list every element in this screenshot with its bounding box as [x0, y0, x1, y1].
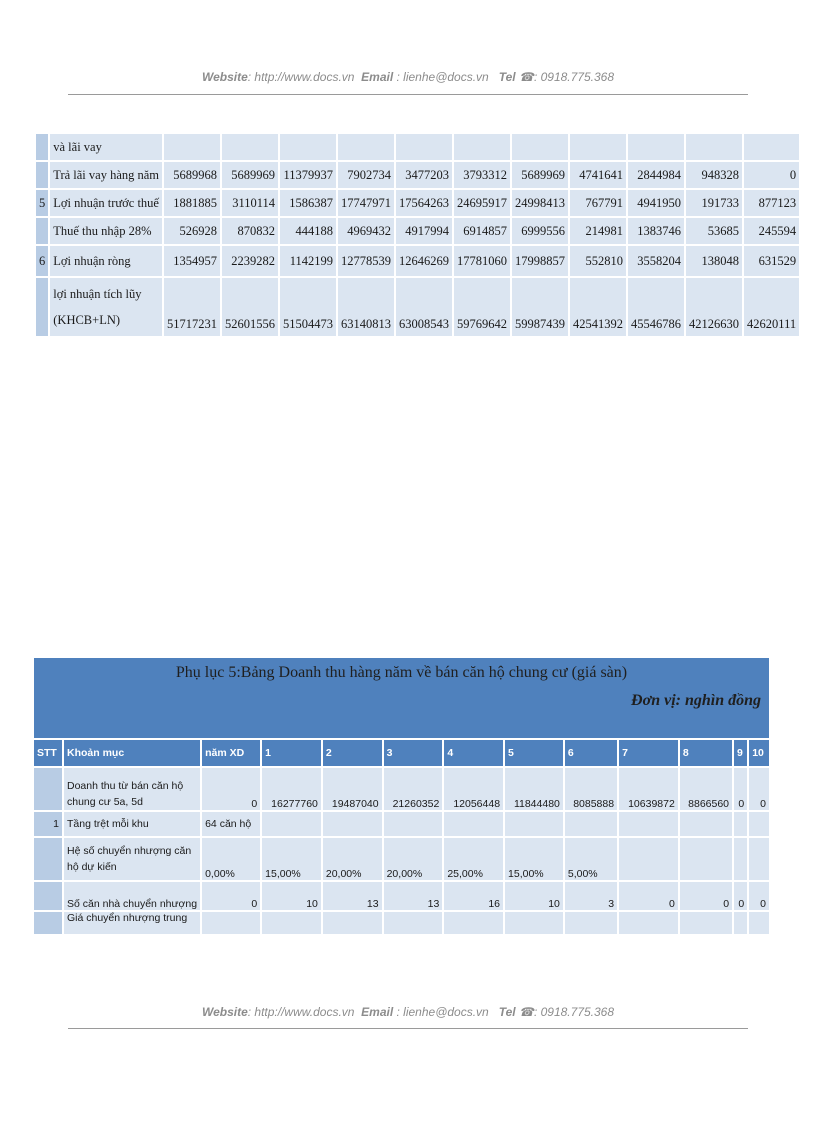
- footer-divider: [68, 1028, 748, 1029]
- value-cell: 0: [680, 882, 732, 910]
- value-cell: [619, 912, 678, 934]
- value-cell: [734, 838, 747, 880]
- column-header: 7: [619, 740, 678, 766]
- row-label: Tầng trệt mỗi khu: [64, 812, 200, 836]
- value-cell: 1586387: [280, 190, 336, 216]
- value-cell: 17998857: [512, 246, 568, 276]
- table-row: [36, 190, 799, 216]
- stt-cell: [34, 838, 62, 880]
- stt-cell: 6: [36, 246, 48, 276]
- value-cell: 3477203: [396, 162, 452, 188]
- tel-number: ☎: 0918.775.368: [519, 1005, 615, 1019]
- value-cell: [323, 912, 382, 934]
- value-cell: [396, 134, 452, 160]
- row-label: và lãi vay: [50, 134, 162, 160]
- stt-cell: [36, 218, 48, 244]
- profit-table: [34, 132, 801, 338]
- stt-cell: [34, 768, 62, 810]
- value-cell: 10639872: [619, 768, 678, 810]
- value-cell: 1383746: [628, 218, 684, 244]
- value-cell: 2239282: [222, 246, 278, 276]
- value-cell: 19487040: [323, 768, 382, 810]
- value-cell: [749, 912, 769, 934]
- value-cell: 24998413: [512, 190, 568, 216]
- value-cell: 8866560: [680, 768, 732, 810]
- value-cell: 1881885: [164, 190, 220, 216]
- value-cell: 3: [565, 882, 617, 910]
- value-cell: 20,00%: [384, 838, 443, 880]
- value-cell: 767791: [570, 190, 626, 216]
- value-cell: [565, 912, 617, 934]
- appendix-title-bar: [34, 658, 769, 738]
- value-cell: 12056448: [444, 768, 503, 810]
- table-row: [34, 812, 769, 836]
- value-cell: 13: [384, 882, 443, 910]
- value-cell: [505, 912, 563, 934]
- value-cell: [338, 134, 394, 160]
- value-cell: 0: [619, 882, 678, 910]
- website-url[interactable]: : http://www.docs.vn: [247, 70, 355, 84]
- value-cell: [384, 912, 443, 934]
- value-cell: 51717231: [164, 278, 220, 336]
- column-header: 6: [565, 740, 617, 766]
- value-cell: [680, 912, 732, 934]
- page-header: [68, 70, 748, 84]
- value-cell: 6999556: [512, 218, 568, 244]
- value-cell: [222, 134, 278, 160]
- value-cell: 51504473: [280, 278, 336, 336]
- column-header: STT: [34, 740, 62, 766]
- value-cell: 12778539: [338, 246, 394, 276]
- table-row: [36, 246, 799, 276]
- value-cell: 24695917: [454, 190, 510, 216]
- value-cell: 5689969: [222, 162, 278, 188]
- tel-label: Tel: [498, 70, 516, 84]
- value-cell: 444188: [280, 218, 336, 244]
- value-cell: [262, 812, 321, 836]
- value-cell: 877123: [744, 190, 799, 216]
- value-cell: 42541392: [570, 278, 626, 336]
- appendix-5-table-block: [34, 658, 769, 938]
- row-label: Lợi nhuận ròng: [50, 246, 162, 276]
- email-label: Email: [361, 70, 394, 84]
- value-cell: 3793312: [454, 162, 510, 188]
- row-label: [50, 278, 162, 336]
- value-cell: 191733: [686, 190, 742, 216]
- table-row: [34, 768, 769, 810]
- value-cell: 15,00%: [505, 838, 563, 880]
- value-cell: 42620111: [744, 278, 799, 336]
- value-cell: 64 căn hộ: [202, 812, 260, 836]
- value-cell: 21260352: [384, 768, 443, 810]
- table-row: [34, 882, 769, 910]
- value-cell: 45546786: [628, 278, 684, 336]
- value-cell: 138048: [686, 246, 742, 276]
- email-label: Email: [361, 1005, 394, 1019]
- email-address[interactable]: : lienhe@docs.vn: [396, 1005, 489, 1019]
- value-cell: 20,00%: [323, 838, 382, 880]
- column-header: 10: [749, 740, 769, 766]
- value-cell: 948328: [686, 162, 742, 188]
- value-cell: 16277760: [262, 768, 321, 810]
- value-cell: [262, 912, 321, 934]
- table-row: [36, 134, 799, 160]
- value-cell: 17781060: [454, 246, 510, 276]
- value-cell: 245594: [744, 218, 799, 244]
- value-cell: [734, 912, 747, 934]
- value-cell: [570, 134, 626, 160]
- value-cell: 631529: [744, 246, 799, 276]
- value-cell: 214981: [570, 218, 626, 244]
- value-cell: [280, 134, 336, 160]
- column-header: 2: [323, 740, 382, 766]
- value-cell: 6914857: [454, 218, 510, 244]
- value-cell: 3110114: [222, 190, 278, 216]
- row-label: Thuế thu nhập 28%: [50, 218, 162, 244]
- stt-cell: [34, 882, 62, 910]
- value-cell: 53685: [686, 218, 742, 244]
- value-cell: 2844984: [628, 162, 684, 188]
- value-cell: 52601556: [222, 278, 278, 336]
- value-cell: 552810: [570, 246, 626, 276]
- stt-cell: [36, 134, 48, 160]
- value-cell: [680, 838, 732, 880]
- website-url[interactable]: : http://www.docs.vn: [247, 1005, 355, 1019]
- value-cell: 5689969: [512, 162, 568, 188]
- row-label: Doanh thu từ bán căn hộ chung cư 5a, 5d: [64, 768, 200, 810]
- value-cell: 15,00%: [262, 838, 321, 880]
- value-cell: 63008543: [396, 278, 452, 336]
- row-label: Giá chuyển nhượng trung: [64, 912, 200, 934]
- stt-cell: [36, 278, 48, 336]
- row-label: Hệ số chuyển nhượng căn hộ dự kiến: [64, 838, 200, 880]
- value-cell: [505, 812, 563, 836]
- column-header: 5: [505, 740, 563, 766]
- unit-label: Đơn vị: nghìn đồng: [631, 692, 761, 709]
- value-cell: 17564263: [396, 190, 452, 216]
- value-cell: 5689968: [164, 162, 220, 188]
- row-label: Lợi nhuận trước thuế: [50, 190, 162, 216]
- value-cell: 11844480: [505, 768, 563, 810]
- column-header: 9: [734, 740, 747, 766]
- value-cell: [202, 912, 260, 934]
- value-cell: 17747971: [338, 190, 394, 216]
- column-header: 8: [680, 740, 732, 766]
- revenue-table: [34, 738, 769, 936]
- value-cell: 25,00%: [444, 838, 503, 880]
- value-cell: 12646269: [396, 246, 452, 276]
- value-cell: [619, 812, 678, 836]
- value-cell: [628, 134, 684, 160]
- website-label: Website: [201, 70, 248, 84]
- stt-cell: 1: [34, 812, 62, 836]
- value-cell: 13: [323, 882, 382, 910]
- value-cell: 11379937: [280, 162, 336, 188]
- value-cell: [686, 134, 742, 160]
- value-cell: [444, 912, 503, 934]
- value-cell: 42126630: [686, 278, 742, 336]
- value-cell: [512, 134, 568, 160]
- table-row: [34, 912, 769, 934]
- table-row: [34, 838, 769, 880]
- value-cell: 4917994: [396, 218, 452, 244]
- row-label: Trả lãi vay hàng năm: [50, 162, 162, 188]
- value-cell: [749, 812, 769, 836]
- row-label: Số căn nhà chuyển nhượng: [64, 882, 200, 910]
- appendix-title: Phụ lục 5:Bảng Doanh thu hàng năm về bán căn hộ chung cư (giá sàn): [175, 664, 628, 681]
- stt-cell: 5: [36, 190, 48, 216]
- table-row: [36, 162, 799, 188]
- value-cell: 59987439: [512, 278, 568, 336]
- value-cell: 870832: [222, 218, 278, 244]
- value-cell: [384, 812, 443, 836]
- value-cell: 59769642: [454, 278, 510, 336]
- value-cell: 0: [734, 882, 747, 910]
- value-cell: 4969432: [338, 218, 394, 244]
- value-cell: 0,00%: [202, 838, 260, 880]
- value-cell: [565, 812, 617, 836]
- column-header: Khoản mục: [64, 740, 200, 766]
- value-cell: [744, 134, 799, 160]
- table-row: [36, 278, 799, 336]
- stt-cell: [34, 912, 62, 934]
- website-label: Website: [201, 1005, 248, 1019]
- value-cell: 0: [749, 768, 769, 810]
- value-cell: 0: [734, 768, 747, 810]
- value-cell: [619, 838, 678, 880]
- value-cell: 8085888: [565, 768, 617, 810]
- value-cell: 0: [749, 882, 769, 910]
- table-row: [36, 218, 799, 244]
- value-cell: 5,00%: [565, 838, 617, 880]
- value-cell: 4941950: [628, 190, 684, 216]
- table-header-row: [34, 740, 769, 766]
- value-cell: 1142199: [280, 246, 336, 276]
- value-cell: 7902734: [338, 162, 394, 188]
- column-header: 4: [444, 740, 503, 766]
- value-cell: 0: [744, 162, 799, 188]
- value-cell: [444, 812, 503, 836]
- email-address[interactable]: : lienhe@docs.vn: [396, 70, 489, 84]
- row-label-line: lợi nhuận tích lũy: [53, 287, 142, 301]
- value-cell: [164, 134, 220, 160]
- value-cell: [323, 812, 382, 836]
- value-cell: 10: [262, 882, 321, 910]
- value-cell: 0: [202, 768, 260, 810]
- tel-label: Tel: [498, 1005, 516, 1019]
- value-cell: 3558204: [628, 246, 684, 276]
- value-cell: 0: [202, 882, 260, 910]
- value-cell: [734, 812, 747, 836]
- value-cell: 16: [444, 882, 503, 910]
- header-divider: [68, 94, 748, 95]
- value-cell: [454, 134, 510, 160]
- column-header: 1: [262, 740, 321, 766]
- column-header: năm XD: [202, 740, 260, 766]
- value-cell: 1354957: [164, 246, 220, 276]
- value-cell: 4741641: [570, 162, 626, 188]
- value-cell: 10: [505, 882, 563, 910]
- tel-number: ☎: 0918.775.368: [519, 70, 615, 84]
- value-cell: [749, 838, 769, 880]
- value-cell: 526928: [164, 218, 220, 244]
- row-label-line: (KHCB+LN): [53, 313, 121, 327]
- value-cell: 63140813: [338, 278, 394, 336]
- stt-cell: [36, 162, 48, 188]
- column-header: 3: [384, 740, 443, 766]
- page-footer: [68, 1005, 748, 1019]
- value-cell: [680, 812, 732, 836]
